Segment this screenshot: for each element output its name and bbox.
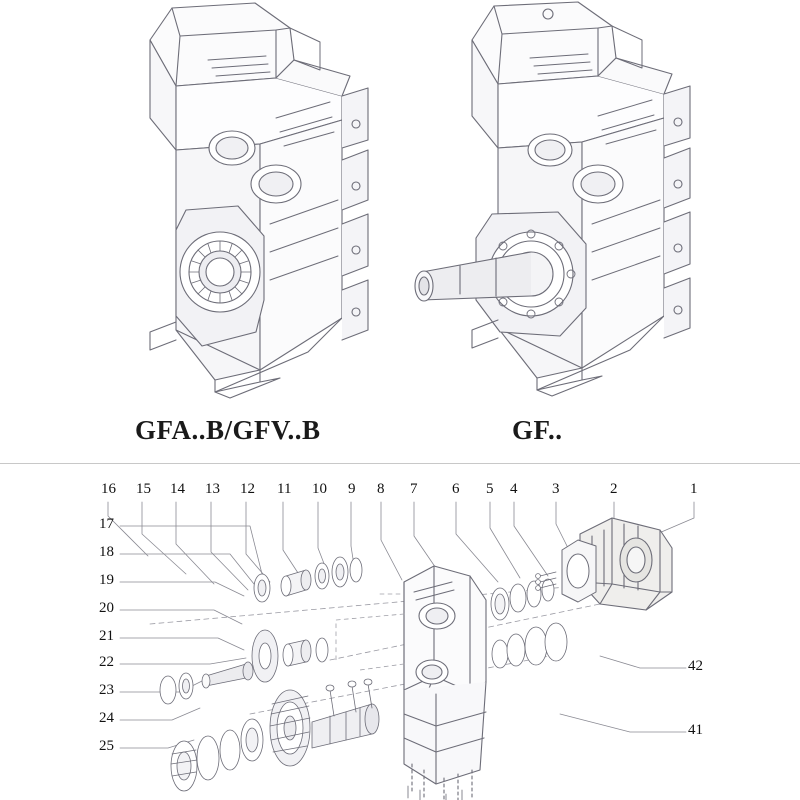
callout-17: 17 <box>99 516 114 532</box>
caption-gfa-b-gfv-b: GFA..B/GFV..B <box>135 415 321 445</box>
callout-13: 13 <box>205 481 220 497</box>
gf-line-drawing <box>400 0 720 400</box>
callout-2: 2 <box>610 481 618 497</box>
callout-6: 6 <box>452 481 460 497</box>
callout-19: 19 <box>99 572 114 588</box>
callout-16: 16 <box>101 481 116 497</box>
callout-15: 15 <box>136 481 151 497</box>
callout-14: 14 <box>170 481 185 497</box>
callout-41: 41 <box>688 722 703 738</box>
callout-18: 18 <box>99 544 114 560</box>
caption-gf: GF.. <box>512 415 563 445</box>
callout-12: 12 <box>240 481 255 497</box>
callout-24: 24 <box>99 710 114 726</box>
callout-1: 1 <box>690 481 698 497</box>
callout-4: 4 <box>510 481 518 497</box>
gearbox-figure-gf <box>400 0 720 400</box>
callout-9: 9 <box>348 481 356 497</box>
callout-11: 11 <box>277 481 292 497</box>
callout-10: 10 <box>312 481 327 497</box>
callout-3: 3 <box>552 481 560 497</box>
callout-20: 20 <box>99 600 114 616</box>
callout-7: 7 <box>410 481 418 497</box>
gfa-b-gfv-b-line-drawing <box>80 0 400 400</box>
callout-22: 22 <box>99 654 114 670</box>
callout-42: 42 <box>688 658 703 674</box>
gearbox-figure-gfa-b <box>80 0 400 400</box>
callout-5: 5 <box>486 481 494 497</box>
callout-25: 25 <box>99 738 114 754</box>
exploded-view-section <box>0 464 800 800</box>
callout-23: 23 <box>99 682 114 698</box>
exploded-parts-drawing <box>0 464 800 800</box>
callout-8: 8 <box>377 481 385 497</box>
callout-21: 21 <box>99 628 114 644</box>
